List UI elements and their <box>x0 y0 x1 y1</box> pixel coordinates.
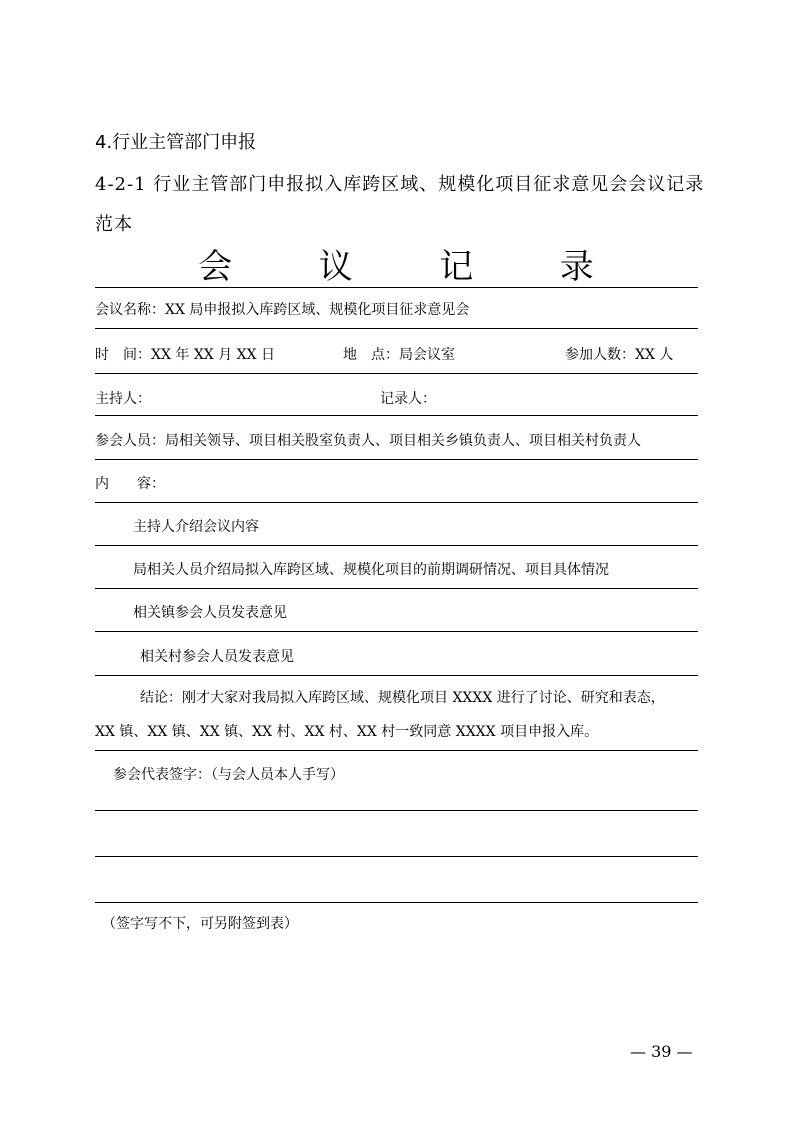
conclusion-line-2: XX 镇、XX 镇、XX 镇、XX 村、XX 村、XX 村一致同意 XXXX 项目申报入库。 <box>95 724 599 740</box>
section-heading: 4.行业主管部门申报 <box>95 132 257 153</box>
content-item: 相关镇参会人员发表意见 <box>133 605 287 621</box>
record-title-char: 议 <box>318 246 353 287</box>
subtitle-line-2: 范本 <box>95 214 133 235</box>
content-item: 局相关人员介绍局拟入库跨区域、规模化项目的前期调研情况、项目具体情况 <box>133 562 609 578</box>
table-line <box>95 750 698 751</box>
record-title <box>95 240 697 286</box>
meeting-time: 时 间：XX 年 XX 月 XX 日 <box>95 347 276 363</box>
meeting-name: 会议名称：XX 局申报拟入库跨区域、规模化项目征求意见会 <box>95 302 470 318</box>
table-line <box>95 588 698 589</box>
table-line <box>95 373 698 374</box>
record-title-char: 录 <box>559 246 594 287</box>
host-field: 主持人： <box>95 391 151 407</box>
table-line <box>95 631 698 632</box>
attendance-count: 参加人数：XX 人 <box>565 347 674 363</box>
table-line <box>95 328 698 329</box>
record-title-char: 会 <box>198 246 233 287</box>
footer-note: （签字写不下，可另附签到表） <box>102 916 298 932</box>
recorder-field: 记录人： <box>380 391 436 407</box>
subtitle-line-1: 4-2-1 行业主管部门申报拟入库跨区域、规模化项目征求意见会会议记录 <box>95 174 705 195</box>
page-number: — 39 — <box>630 1042 693 1061</box>
table-line <box>95 545 698 546</box>
signature-line <box>95 810 698 811</box>
content-label: 内 容： <box>95 476 165 492</box>
conclusion-line-1: 结论：刚才大家对我局拟入库跨区域、规模化项目 XXXX 进行了讨论、研究和表态， <box>140 690 665 706</box>
table-line <box>95 502 698 503</box>
table-line <box>95 287 698 288</box>
meeting-location: 地 点：局会议室 <box>343 347 455 363</box>
content-item: 相关村参会人员发表意见 <box>140 649 294 665</box>
table-line <box>95 675 698 676</box>
signature-label: 参会代表签字：（与会人员本人手写） <box>113 767 344 783</box>
content-item: 主持人介绍会议内容 <box>133 519 259 535</box>
signature-line <box>95 902 698 903</box>
record-title-char: 记 <box>439 246 474 287</box>
signature-line <box>95 856 698 857</box>
participants: 参会人员：局相关领导、项目相关股室负责人、项目相关乡镇负责人、项目相关村负责人 <box>95 433 641 449</box>
table-line <box>95 415 698 416</box>
table-line <box>95 459 698 460</box>
